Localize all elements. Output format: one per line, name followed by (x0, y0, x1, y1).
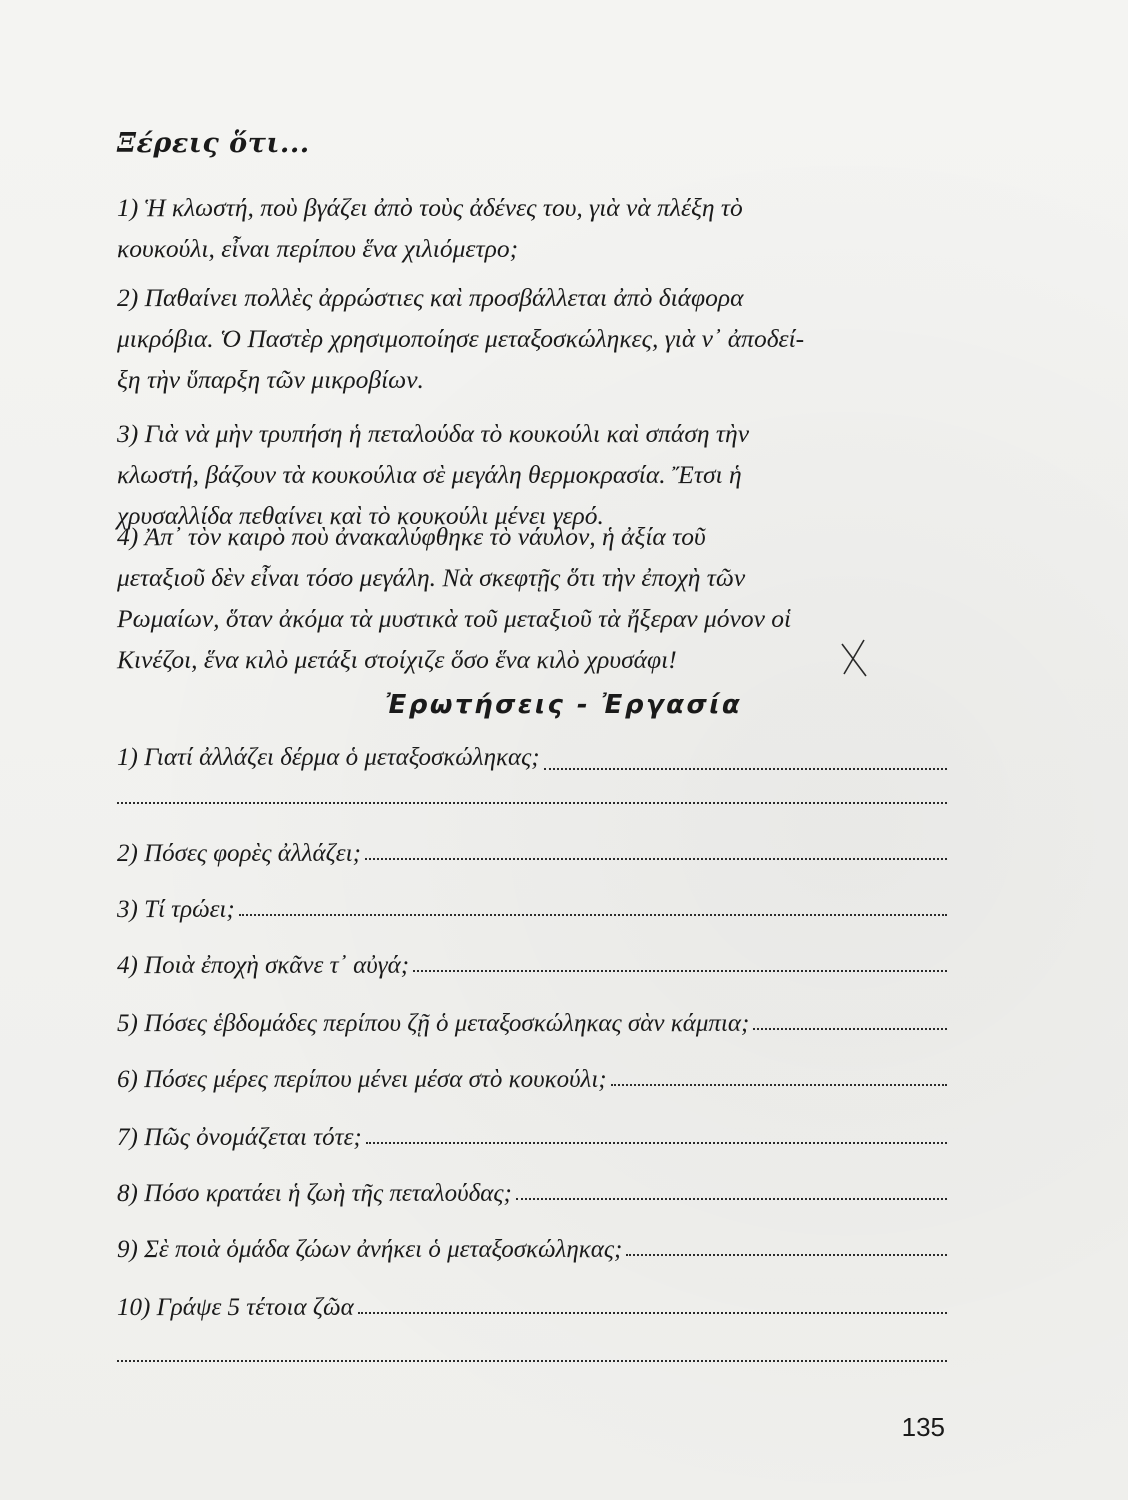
question-10: 10) Γράψε 5 τέτοια ζῶα (117, 1294, 354, 1321)
text-line: 2) Παθαίνει πολλὲς ἀρρώστιες καὶ προσβάλλεται ἀπὸ διάφορα (117, 283, 744, 312)
question-6: 6) Πόσες μέρες περίπου μένει μέσα στὸ κουκούλι; (117, 1066, 607, 1093)
question-2: 2) Πόσες φορὲς ἀλλάζει; (117, 840, 361, 867)
answer-line (626, 1250, 947, 1256)
answer-line (611, 1080, 947, 1086)
questions-section-title: Ἐρωτήσεις - Ἐργασία (385, 690, 743, 720)
answer-line (365, 854, 947, 860)
question-3: 3) Τί τρώει; (117, 896, 235, 923)
text-line: κουκούλι, εἶναι περίπου ἕνα χιλιόμετρο; (117, 234, 519, 263)
page-number: 135 (901, 1412, 945, 1442)
answer-line (117, 1356, 947, 1362)
answer-line (516, 1194, 947, 1200)
text-line: Κινέζοι, ἕνα κιλὸ μετάξι στοίχιζε ὅσο ἕνα κιλὸ χρυσάφι! (117, 645, 677, 674)
did-you-know-heading: Ξέρεις ὅτι... (117, 128, 310, 159)
text-line: ξη τὴν ὕπαρξη τῶν μικροβίων. (117, 365, 424, 394)
pen-check-mark (838, 636, 870, 680)
answer-line (413, 966, 947, 972)
answer-line (366, 1138, 947, 1144)
fact-paragraph-2 (117, 277, 947, 400)
fact-paragraph-1 (117, 187, 947, 269)
answer-line (239, 910, 947, 916)
answer-line (358, 1308, 947, 1314)
question-1: 1) Γιατί ἀλλάζει δέρμα ὁ μεταξοσκώληκας; (117, 744, 540, 771)
text-line: 4) Ἀπ᾿ τὸν καιρὸ ποὺ ἀνακαλύφθηκε τὸ νάυλον, ἡ ἀξία τοῦ (117, 522, 706, 551)
question-9: 9) Σὲ ποιὰ ὁμάδα ζώων ἀνήκει ὁ μεταξοσκώληκας; (117, 1236, 623, 1263)
question-8: 8) Πόσο κρατάει ἡ ζωὴ τῆς πεταλούδας; (117, 1180, 512, 1207)
question-5: 5) Πόσες ἑβδομάδες περίπου ζῇ ὁ μεταξοσκώληκας σὰν κάμπια; (117, 1010, 750, 1037)
answer-line (117, 798, 947, 804)
text-line: μεταξιοῦ δὲν εἶναι τόσο μεγάλη. Νὰ σκεφτῇς ὅτι τὴν ἐποχὴ τῶν (117, 563, 746, 592)
question-7: 7) Πῶς ὀνομάζεται τότε; (117, 1124, 362, 1151)
text-line: μικρόβια. Ὁ Παστὲρ χρησιμοποίησε μεταξοσκώληκες, γιὰ ν᾿ ἀποδεί- (117, 324, 805, 353)
answer-line (544, 764, 947, 770)
answer-line (753, 1024, 947, 1030)
text-line: χρυσαλλίδα πεθαίνει καὶ τὸ κουκούλι μένει γερό. (117, 501, 604, 530)
question-4: 4) Ποιὰ ἐποχὴ σκᾶνε τ᾿ αὐγά; (117, 952, 410, 979)
fact-paragraph-4 (117, 516, 947, 680)
text-line: Ρωμαίων, ὅταν ἀκόμα τὰ μυστικὰ τοῦ μεταξιοῦ τὰ ἤξεραν μόνον οἱ (117, 604, 792, 633)
text-line: 1) Ἡ κλωστή, ποὺ βγάζει ἀπὸ τοὺς ἀδένες του, γιὰ νὰ πλέξη τὸ (117, 193, 743, 222)
text-line: κλωστή, βάζουν τὰ κουκούλια σὲ μεγάλη θερμοκρασία. Ἔτσι ἡ (117, 460, 742, 489)
text-line: 3) Γιὰ νὰ μὴν τρυπήση ἡ πεταλούδα τὸ κουκούλι καὶ σπάση τὴν (117, 419, 750, 448)
